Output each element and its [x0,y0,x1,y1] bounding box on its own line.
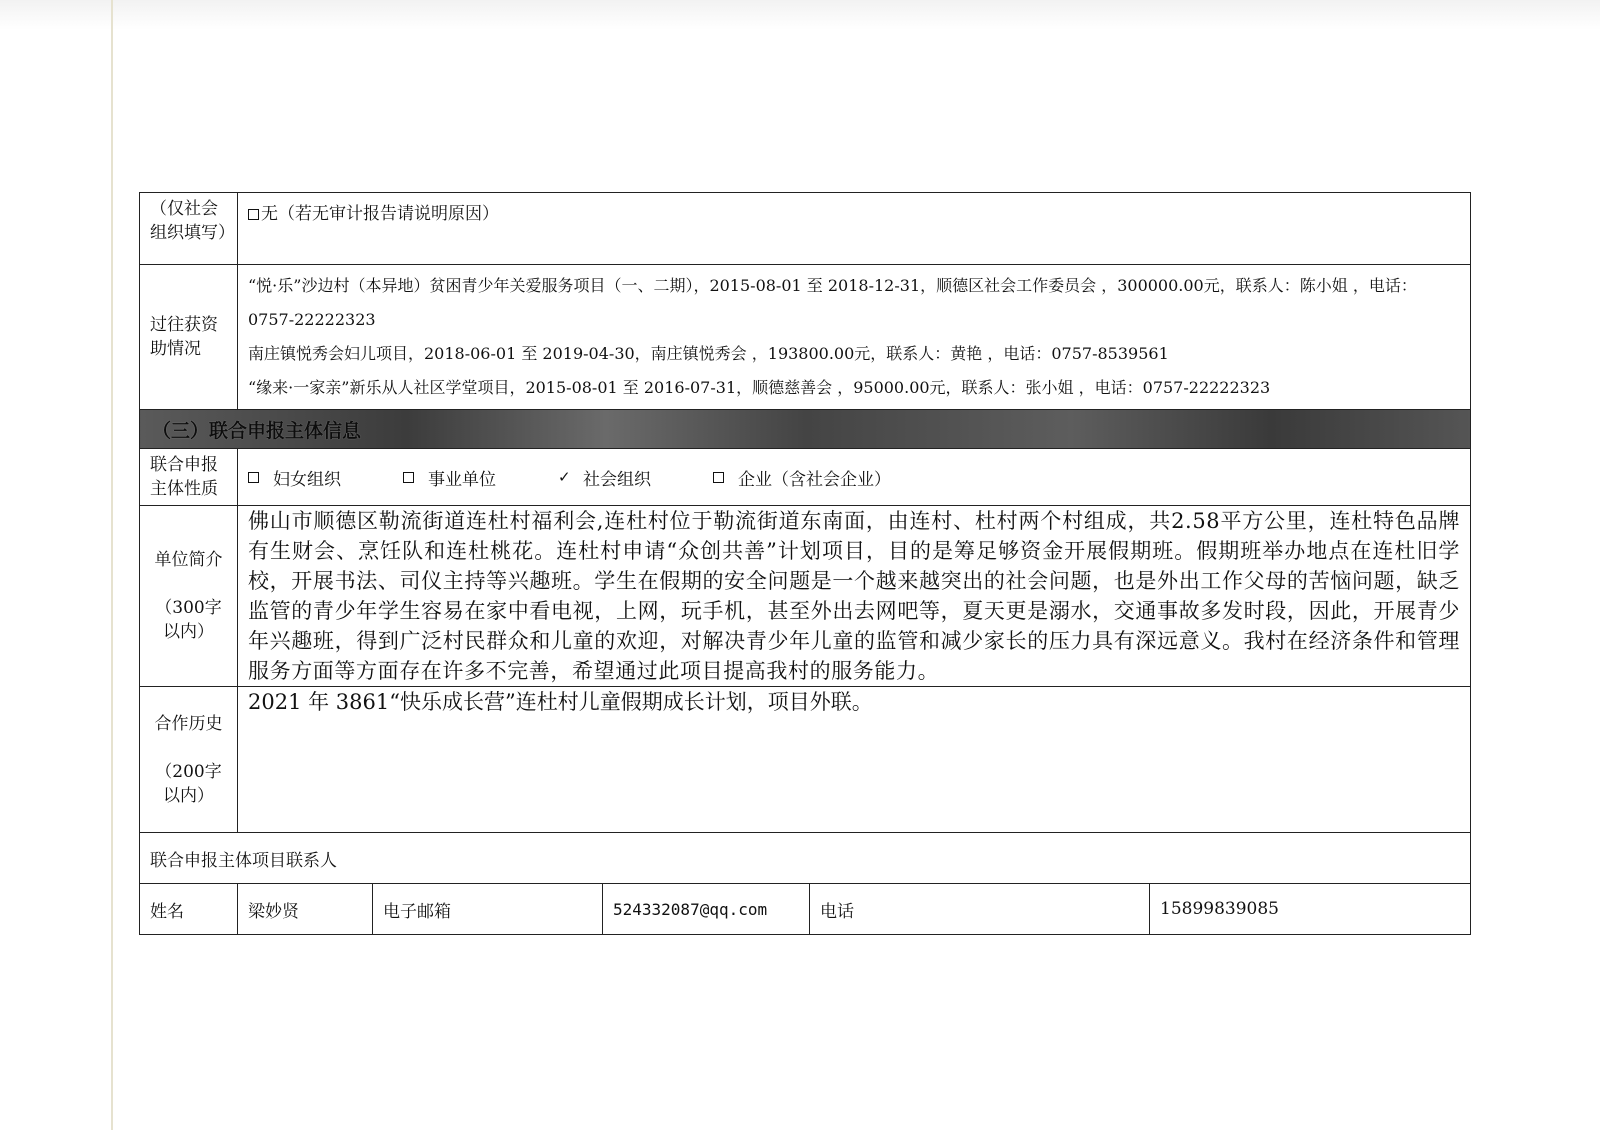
intro-label: 单位简介 [154,550,223,570]
section-title: （三）联合申报主体信息 [152,419,362,442]
contact-email-label: 电子邮箱 [373,884,603,935]
audit-checkbox-text: 无（若无审计报告请说明原因） [261,204,499,224]
contact-phone: 15899839085 [1150,884,1471,935]
contact-name: 梁妙贤 [238,884,373,935]
nature-label: 联合申报主体性质 [140,449,238,506]
funding-entry: “悦·乐”沙边村（本异地）贫困青少年关爱服务项目（一、二期），2015-08-01 至 2018-12-31，顺德区社会工作委员会 ，300000.00元，联系人：陈小姐 ，电话：0757-22222323 [248,276,1417,329]
contact-email: 524332087@qq.com [603,884,810,935]
audit-label: （仅社会组织填写） [140,193,238,265]
history-limit: （200字以内） [155,761,222,806]
funding-entry: 南庄镇悦秀会妇儿项目，2018-06-01 至 2019-04-30，南庄镇悦秀会 ，193800.00元，联系人：黄艳 ，电话：0757-8539561 [248,344,1169,363]
intro-label-cell [140,506,238,687]
funding-row [140,265,1471,410]
contact-phone-label: 电话 [810,884,1150,935]
funding-entries [238,265,1471,410]
intro-limit: （300字以内） [155,598,222,642]
nature-option-social-org[interactable]: ✓ 社会组织 [558,468,651,490]
contact-heading: 联合申报主体项目联系人 [140,833,1471,884]
nature-option-women[interactable]: 妇女组织 [248,465,341,490]
audit-row [140,193,1471,265]
nature-option-public-institution[interactable]: 事业单位 [403,465,496,490]
checkbox-icon [403,472,414,483]
contact-details-row [140,884,1471,935]
application-form-table [139,192,1471,935]
checkmark-icon: ✓ [558,468,571,486]
nature-options [238,449,1471,506]
scan-edge-left [111,0,113,1130]
nature-row [140,449,1471,506]
scan-edge-top [0,0,1600,30]
intro-text: 佛山市顺德区勒流街道连杜村福利会,连杜村位于勒流街道东南面，由连村、杜村两个村组成，共2.58平方公里，连杜特色品牌有生财会、烹饪队和连杜桃花。连杜村申请“众创共善”计划项目，目的是筹足够资金开展假期班。假期班举办地点在连杜旧学校，开展书法、司仪主持等兴趣班。学生在假期的安全问题是一个越来越突出的社会问题，也是外出工作父母的苦恼问题，缺乏监管的青少年学生容易在家中看电视，上网，玩手机，甚至外出去网吧等，夏天更是溺水，交通事故多发时段，因此，开展青少年兴趣班，得到广泛村民群众和儿童的欢迎，对解决青少年儿童的监管和减少家长的压力具有深远意义。我村在经济条件和管理服务方面等方面存在许多不完善，希望通过此项目提高我村的服务能力。 [238,506,1471,687]
checkbox-icon [248,472,259,483]
contact-name-label: 姓名 [140,884,238,935]
audit-checkbox[interactable] [248,209,259,220]
audit-value [238,193,1471,265]
history-label-cell [140,687,238,833]
contact-heading-row [140,833,1471,884]
funding-label: 过往获资助情况 [140,265,238,410]
history-label: 合作历史 [154,713,223,734]
intro-row [140,506,1471,687]
funding-entry: “缘来·一家亲”新乐从人社区学堂项目，2015-08-01 至 2016-07-31，顺德慈善会 ，95000.00元，联系人：张小姐 ，电话：0757-22222323 [248,378,1271,397]
checkbox-icon [713,472,724,483]
section-header [140,410,1471,449]
history-row [140,687,1471,833]
history-text: 2021 年 3861“快乐成长营”连杜村儿童假期成长计划，项目外联。 [238,687,1471,833]
nature-option-enterprise[interactable]: 企业（含社会企业） [713,465,891,490]
